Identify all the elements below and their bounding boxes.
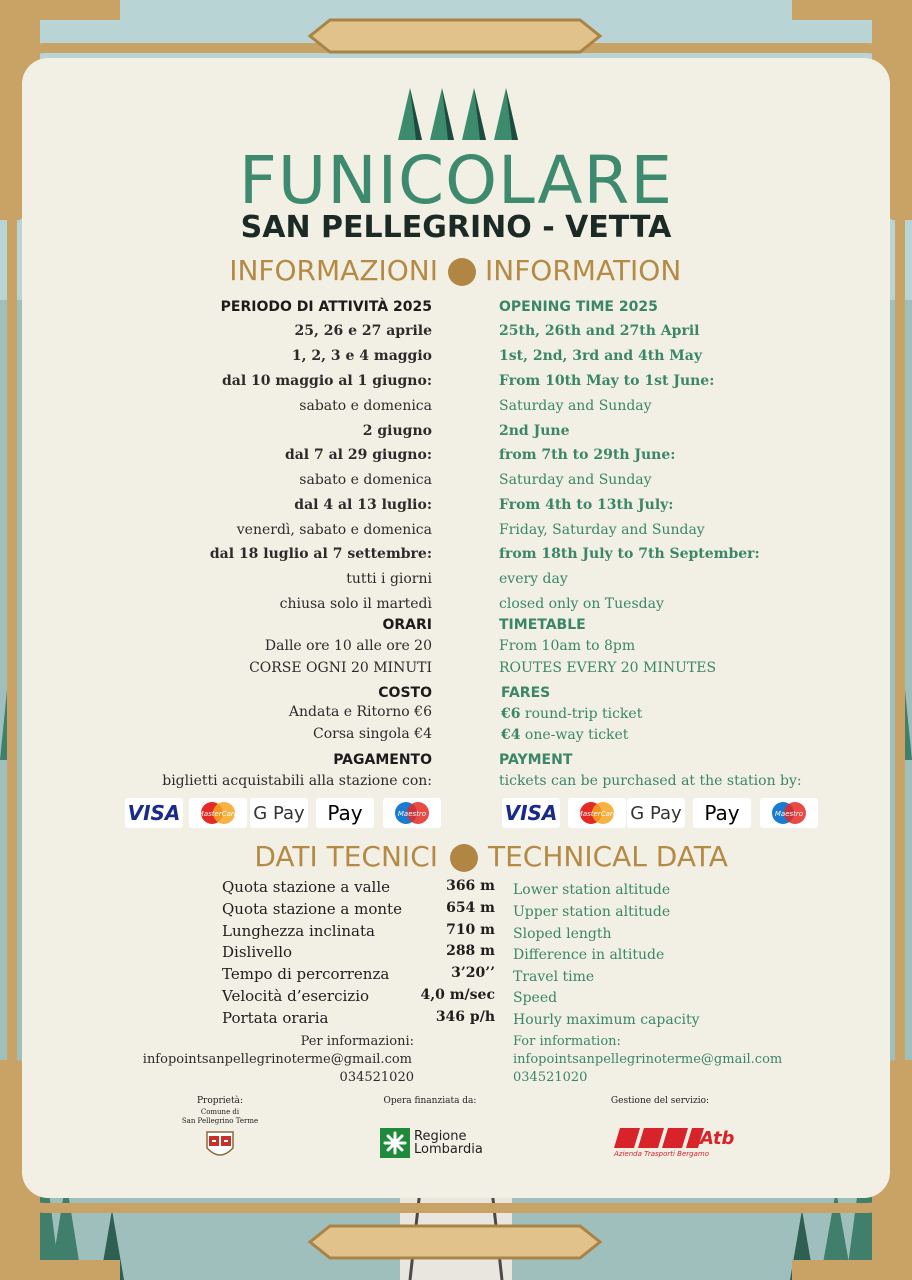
period-row-en: every day (499, 571, 568, 587)
visa-card-icon (125, 798, 183, 828)
orari-head-it: ORARI (382, 617, 432, 633)
period-row-it: sabato e domenica (299, 398, 432, 414)
period-row-it: dal 18 luglio al 7 settembre: (209, 546, 432, 562)
gestione-label: Gestione del servizio: (610, 1096, 710, 1106)
tech-label-it: Lunghezza inclinata (222, 922, 375, 940)
tech-label-en: Difference in altitude (513, 947, 665, 963)
period-row-en: Friday, Saturday and Sunday (499, 522, 705, 538)
period-row-en: 2nd June (499, 423, 570, 439)
page-title: FUNICOLARE (238, 142, 674, 219)
period-row-it: dal 4 al 13 luglio: (294, 497, 432, 513)
period-row-it: 25, 26 e 27 aprile (294, 323, 432, 339)
mastercard-circles (196, 800, 240, 826)
comune-name: San Pellegrino Terme (181, 1117, 259, 1125)
maestro-label: Maestro (774, 810, 804, 818)
contact-email-en: infopointsanpellegrinoterme@gmail.com (513, 1052, 783, 1067)
fare-round-trip (501, 706, 642, 722)
funicular-trees-logo (394, 88, 518, 140)
contact-label-it: Per informazioni: (300, 1034, 414, 1049)
fare-one-way-price: €4 (501, 727, 521, 743)
apple-pay-label: Pay (704, 801, 740, 825)
tech-label-it: Dislivello (222, 943, 293, 961)
period-row-it: 2 giugno (362, 423, 432, 439)
tech-label-it: Quota stazione a valle (222, 878, 391, 896)
period-head-en: OPENING TIME 2025 (499, 299, 658, 315)
pagamento-head-it: PAGAMENTO (333, 752, 432, 768)
tech-label-it: Quota stazione a monte (222, 900, 402, 918)
tech-value: 346 p/h (435, 1009, 495, 1025)
tech-value: 654 m (446, 900, 495, 916)
tech-value: 3’20’’ (451, 965, 495, 981)
atb-logo-text: Atb (700, 1128, 735, 1149)
orari-head-en: TIMETABLE (499, 617, 586, 633)
maestro-label: Maestro (397, 810, 427, 818)
period-row-en: Saturday and Sunday (499, 398, 652, 414)
period-row-en: From 4th to 13th July: (499, 497, 674, 513)
period-row-en: 25th, 26th and 27th April (499, 323, 700, 339)
tech-value: 710 m (446, 922, 495, 938)
section-dot (448, 258, 476, 286)
fare-round-trip-price: €6 (501, 706, 521, 722)
mastercard-icon (189, 798, 247, 828)
atb-stripes-logo (614, 1128, 704, 1148)
mastercard-label: MasterCard (576, 810, 618, 818)
tech-label-en: Lower station altitude (513, 882, 671, 898)
maestro-icon (760, 798, 818, 828)
info-head-en: INFORMATION (485, 254, 682, 287)
costo-head-en: FARES (501, 685, 551, 701)
regione-line-1: Regione (414, 1129, 467, 1144)
fare-one-way (501, 727, 628, 743)
orari-it-1: Dalle ore 10 alle ore 20 (264, 638, 432, 654)
period-row-en: closed only on Tuesday (499, 596, 664, 612)
tech-label-en: Hourly maximum capacity (513, 1012, 700, 1028)
period-row-en: From 10th May to 1st June: (499, 373, 715, 389)
visa-card-icon (502, 798, 560, 828)
period-row-it: dal 10 maggio al 1 giugno: (221, 373, 432, 389)
regione-line-2: Lombardia (414, 1142, 483, 1157)
tech-value: 4,0 m/sec (420, 987, 495, 1003)
period-row-it: chiusa solo il martedì (279, 596, 432, 612)
tech-value: 288 m (446, 943, 495, 959)
period-row-it: tutti i giorni (346, 571, 432, 587)
orari-en-2: ROUTES EVERY 20 MINUTES (499, 660, 717, 676)
section-dot (450, 844, 478, 872)
orari-en-1: From 10am to 8pm (499, 638, 636, 654)
google-pay-icon (250, 798, 308, 828)
google-pay-label: G Pay (253, 802, 305, 824)
period-row-en: 1st, 2nd, 3rd and 4th May (499, 348, 702, 364)
fare-one-way-label: one-way ticket (520, 727, 629, 743)
proprieta-label: Proprietà: (196, 1096, 244, 1106)
period-row-it: dal 7 al 29 giugno: (284, 447, 432, 463)
regione-lombardia-text (414, 1130, 483, 1156)
costo-head-it: COSTO (378, 685, 432, 701)
mastercard-circles (575, 800, 619, 826)
orari-it-2: CORSE OGNI 20 MINUTI (249, 660, 432, 676)
page-subtitle: SAN PELLEGRINO - VETTA (240, 210, 672, 245)
costo-it-1: Andata e Ritorno €6 (288, 704, 432, 720)
info-head-it: INFORMAZIONI (229, 254, 438, 287)
tech-label-it: Portata oraria (222, 1009, 329, 1027)
apple-pay-label: Pay (327, 801, 363, 825)
period-row-en: from 7th to 29th June: (499, 447, 676, 463)
contact-email-it: infopointsanpellegrinoterme@gmail.com (142, 1052, 412, 1067)
period-head-it: PERIODO DI ATTIVITÀ 2025 (220, 299, 432, 315)
pagamento-en: tickets can be purchased at the station by: (499, 773, 802, 789)
regione-lombardia-logo (380, 1128, 410, 1158)
maestro-circles (390, 800, 434, 826)
tech-head-en: TECHNICAL DATA (488, 840, 728, 873)
mastercard-label: MasterCard (197, 810, 239, 818)
atb-name: Azienda Trasporti Bergamo (614, 1150, 709, 1158)
comune-label: Comune di (200, 1108, 240, 1116)
visa-card-label: VISA (504, 801, 558, 825)
period-row-en: from 18th July to 7th September: (499, 546, 760, 562)
pagamento-head-en: PAYMENT (499, 752, 573, 768)
period-row-en: Saturday and Sunday (499, 472, 652, 488)
tech-value: 366 m (446, 878, 495, 894)
finanziata-label: Opera finanziata da: (383, 1096, 477, 1106)
apple-pay-icon (316, 798, 374, 828)
tech-label-it: Tempo di percorrenza (222, 965, 390, 983)
contact-phone-en: 034521020 (513, 1070, 588, 1085)
costo-it-2: Corsa singola €4 (313, 726, 432, 742)
tech-label-en: Speed (513, 990, 558, 1006)
google-pay-icon (627, 798, 685, 828)
tech-label-en: Sloped length (513, 926, 612, 942)
tech-head-it: DATI TECNICI (254, 840, 438, 873)
apple-pay-icon (693, 798, 751, 828)
municipality-crest-icon (203, 1128, 237, 1162)
fare-round-trip-label: round-trip ticket (520, 706, 643, 722)
period-row-it: venerdì, sabato e domenica (236, 522, 432, 538)
period-row-it: sabato e domenica (299, 472, 432, 488)
maestro-circles (767, 800, 811, 826)
contact-phone-it: 034521020 (339, 1070, 414, 1085)
tech-label-it: Velocità d’esercizio (222, 987, 370, 1005)
visa-card-label: VISA (127, 801, 181, 825)
pagamento-it: biglietti acquistabili alla stazione con: (162, 773, 432, 789)
period-row-it: 1, 2, 3 e 4 maggio (291, 348, 432, 364)
maestro-icon (383, 798, 441, 828)
mastercard-icon (568, 798, 626, 828)
tech-label-en: Travel time (513, 969, 595, 985)
google-pay-label: G Pay (630, 802, 682, 824)
tech-label-en: Upper station altitude (513, 904, 671, 920)
contact-label-en: For information: (513, 1034, 621, 1049)
